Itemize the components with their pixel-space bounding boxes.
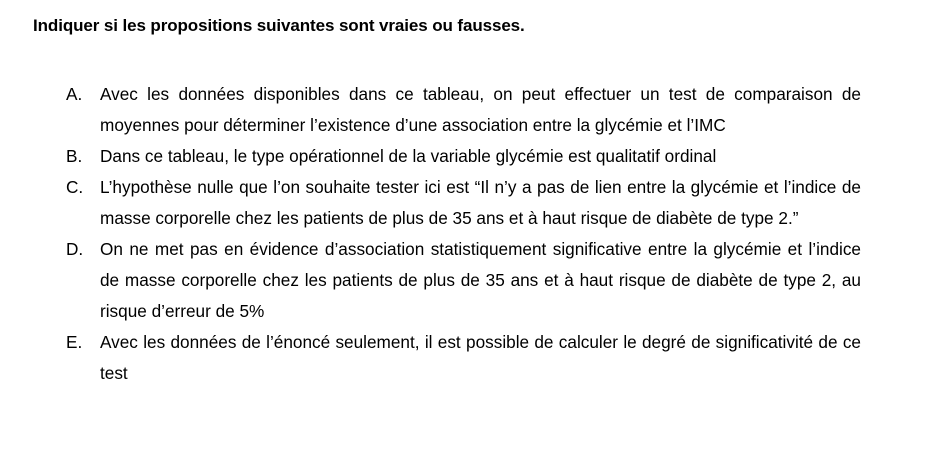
proposition-text: Avec les données disponibles dans ce tableau, on peut effectuer un test de comparaison de moyennes pour déterminer l’existence d’une association entre la glycémie et l’IMC (100, 84, 861, 135)
proposition-text: Avec les données de l’énoncé seulement, il est possible de calculer le degré de significativité de ce test (100, 332, 861, 383)
proposition-item-c (66, 172, 861, 234)
proposition-item-e (66, 327, 861, 389)
question-heading: Indiquer si les propositions suivantes sont vraies ou fausses. (33, 16, 525, 35)
proposition-text: On ne met pas en évidence d’association statistiquement significative entre la glycémie et l’indice de masse corporelle chez les patients de plus de 35 ans et à haut risque de diabète de type 2, au risque d’erreur de 5% (100, 239, 861, 321)
proposition-text: L’hypothèse nulle que l’on souhaite tester ici est “Il n’y a pas de lien entre la glycémie et l’indice de masse corporelle chez les patients de plus de 35 ans et à haut risque de diabète de type 2.” (100, 177, 861, 228)
proposition-marker: E. (66, 332, 83, 352)
proposition-list (66, 79, 861, 389)
proposition-marker: D. (66, 239, 84, 259)
proposition-item-b (66, 141, 861, 172)
proposition-marker: C. (66, 177, 84, 197)
proposition-item-a (66, 79, 861, 141)
proposition-text: Dans ce tableau, le type opérationnel de la variable glycémie est qualitatif ordinal (100, 146, 717, 166)
proposition-marker: B. (66, 146, 83, 166)
proposition-item-d (66, 234, 861, 327)
proposition-marker: A. (66, 84, 83, 104)
